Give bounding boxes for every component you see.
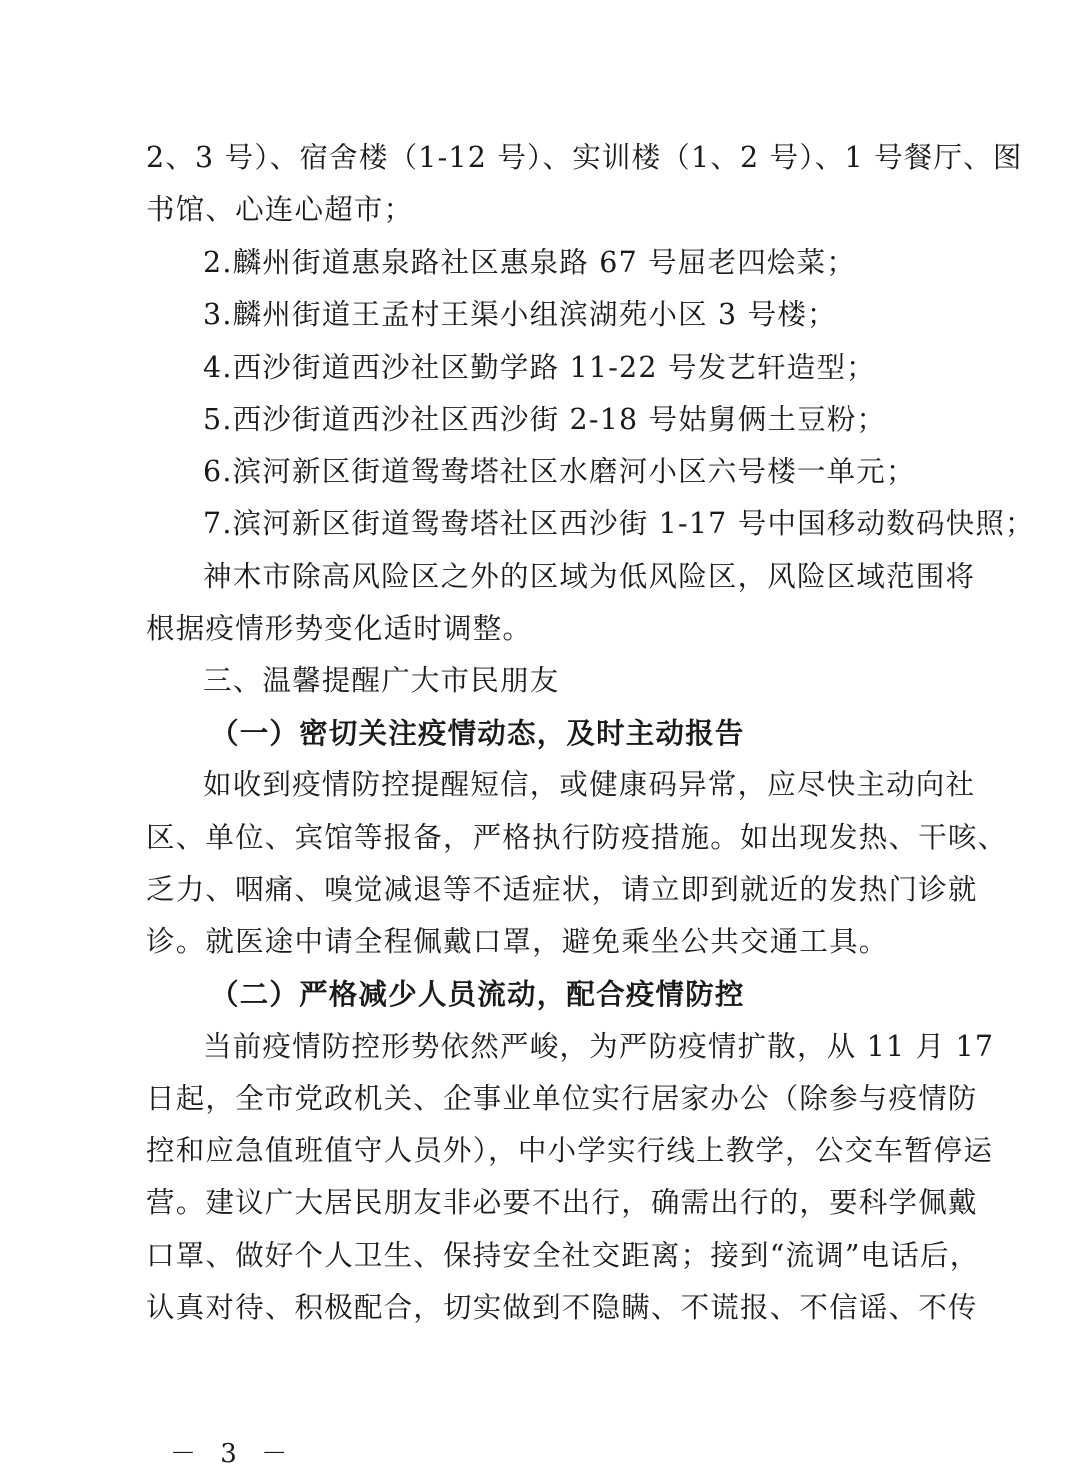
paragraph-line: 诊。就医途中请全程佩戴口罩，避免乘坐公共交通工具。 [146, 925, 889, 958]
list-item-4: 4.西沙街道西沙社区勤学路 11-22 号发艺轩造型； [203, 351, 876, 384]
list-item-3: 3.麟州街道王孟村王渠小组滨湖苑小区 3 号楼； [203, 298, 837, 331]
list-item-6: 6.滨河新区街道鸳鸯塔社区水磨河小区六号楼一单元； [203, 455, 916, 488]
paragraph-line: 口罩、做好个人卫生、保持安全社交距离；接到“流调”电话后， [146, 1239, 980, 1272]
text-line-2: 书馆、心连心超市； [146, 193, 414, 226]
paragraph-line: 乏力、咽痛、嗅觉减退等不适症状，请立即到就近的发热门诊就 [146, 873, 978, 906]
list-item-7: 7.滨河新区街道鸳鸯塔社区西沙街 1-17 号中国移动数码快照； [203, 507, 1035, 540]
paragraph-line: 控和应急值班值守人员外），中小学实行线上教学，公交车暂停运 [146, 1134, 994, 1167]
section-heading: 三、温馨提醒广大市民朋友 [203, 664, 560, 697]
paragraph-line: 认真对待、积极配合，切实做到不隐瞒、不谎报、不信谣、不传 [146, 1291, 978, 1324]
paragraph-line: 神木市除高风险区之外的区域为低风险区，风险区域范围将 [203, 560, 976, 593]
text-line-1: 2、3 号）、宿舍楼（1-12 号）、实训楼（1、2 号）、1 号餐厅、图 [146, 141, 1023, 174]
paragraph-line: 日起，全市党政机关、企事业单位实行居家办公（除参与疫情防 [146, 1082, 978, 1115]
subsection-heading-1: （一）密切关注疫情动态，及时主动报告 [210, 716, 745, 750]
subsection-heading-2: （二）严格减少人员流动，配合疫情防控 [210, 977, 745, 1011]
paragraph-line: 营。建议广大居民朋友非必要不出行，确需出行的，要科学佩戴 [146, 1186, 978, 1219]
paragraph-line: 如收到疫情防控提醒短信，或健康码异常，应尽快主动向社 [203, 768, 976, 801]
paragraph-line: 当前疫情防控形势依然严峻，为严防疫情扩散，从 11 月 17 [203, 1030, 995, 1063]
list-item-5: 5.西沙街道西沙社区西沙街 2-18 号姑舅俩土豆粉； [203, 403, 887, 436]
paragraph-line: 区、单位、宾馆等报备，严格执行防疫措施。如出现发热、干咳、 [146, 821, 1008, 854]
page-number: － 3 － [170, 1439, 296, 1469]
paragraph-line: 根据疫情形势变化适时调整。 [146, 612, 533, 645]
list-item-2: 2.麟州街道惠泉路社区惠泉路 67 号屈老四烩菜； [203, 246, 857, 279]
